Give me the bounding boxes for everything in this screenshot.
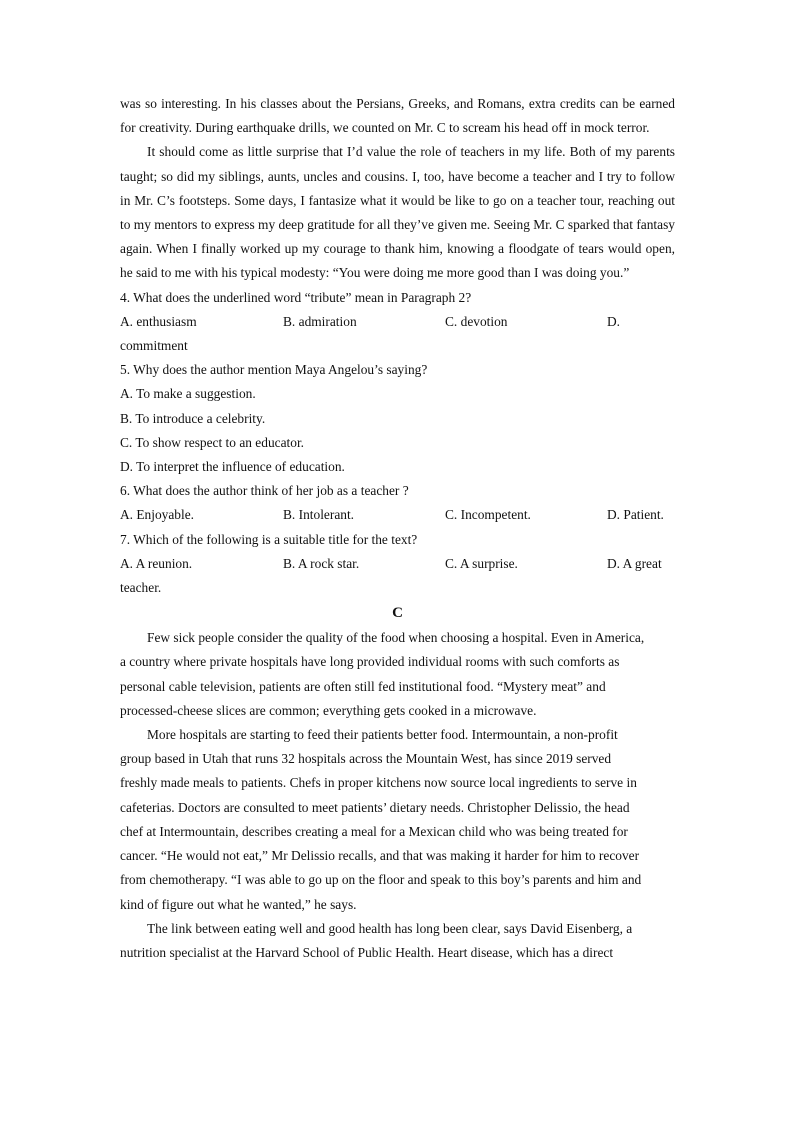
question-7-options xyxy=(120,552,675,576)
question-4-stem: 4. What does the underlined word “tribute” mean in Paragraph 2? xyxy=(120,289,472,305)
passage-line: a country where private hospitals have long provided individual rooms with such comforts as xyxy=(120,654,620,670)
section-c-paragraph-2 xyxy=(120,723,675,917)
passage-line: from chemotherapy. “I was able to go up on the floor and speak to this boy’s parents and him and xyxy=(120,872,642,888)
question-7-stem: 7. Which of the following is a suitable title for the text? xyxy=(120,531,418,547)
question-7-option-d[interactable]: D. A great xyxy=(607,555,662,571)
passage-line: Few sick people consider the quality of the food when choosing a hospital. Even in America, xyxy=(147,630,645,646)
question-4-option-a[interactable]: A. enthusiasm xyxy=(120,313,197,329)
question-4-option-d[interactable]: D. xyxy=(607,313,621,329)
question-5-option-b[interactable]: B. To introduce a celebrity. xyxy=(120,410,266,426)
question-4-option-d-wrap[interactable]: commitment xyxy=(120,338,188,354)
passage-line: cafeterias. Doctors are consulted to meet patients’ dietary needs. Christopher Delissio, the head xyxy=(120,799,630,815)
question-6-option-a[interactable]: A. Enjoyable. xyxy=(120,507,195,523)
section-c-paragraph-3 xyxy=(120,917,675,965)
question-5-stem: 5. Why does the author mention Maya Angelou’s saying? xyxy=(120,362,428,378)
question-7-option-a[interactable]: A. A reunion. xyxy=(120,555,193,571)
question-7-option-b[interactable]: B. A rock star. xyxy=(283,555,360,571)
passage-line: personal cable television, patients are often still fed institutional food. “Mystery meat” and xyxy=(120,678,606,694)
question-4-options xyxy=(120,310,675,334)
passage-line: More hospitals are starting to feed their patients better food. Intermountain, a non-profit xyxy=(147,727,618,743)
passage-line: processed-cheese slices are common; everything gets cooked in a microwave. xyxy=(120,702,537,718)
question-6-stem: 6. What does the author think of her job as a teacher ? xyxy=(120,483,409,499)
passage-line: cancer. “He would not eat,” Mr Delissio recalls, and that was making it harder for him to recover xyxy=(120,848,640,864)
question-4-option-c[interactable]: C. devotion xyxy=(445,313,508,329)
passage-line: nutrition specialist at the Harvard School of Public Health. Heart disease, which has a direct xyxy=(120,944,614,960)
passage-b-paragraph: It should come as little surprise that I’d value the role of teachers in my life. Both of my parents taught; so did my siblings, aunts, uncles and cousins. I, too, have become a teacher and I try to follow in Mr. C’s footsteps. Some days, I fantasize what it would be like to go on a teacher tour, reaching out to my mentors to express my deep gratitude for all they’ve given me. Seeing Mr. C sparked that fantasy again. When I finally worked up my courage to thank him, knowing a floodgate of tears would open, he said to me with his typical modesty: “You were doing me more good than I was doing you.” xyxy=(120,144,675,281)
passage-line: The link between eating well and good health has long been clear, says David Eisenberg, a xyxy=(147,920,633,936)
question-6-option-b[interactable]: B. Intolerant. xyxy=(283,507,355,523)
passage-b-paragraph-end: was so interesting. In his classes about the Persians, Greeks, and Romans, extra credits can be earned for creativity. During earthquake drills, we counted on Mr. C to scream his head off in mock terror. xyxy=(120,96,675,136)
passage-line: chef at Intermountain, describes creating a meal for a Mexican child who was being treated for xyxy=(120,823,628,839)
passage-line: freshly made meals to patients. Chefs in proper kitchens now source local ingredients to serve in xyxy=(120,775,637,791)
question-4-option-b[interactable]: B. admiration xyxy=(283,313,357,329)
passage-line: kind of figure out what he wanted,” he says. xyxy=(120,896,357,912)
page-content xyxy=(120,92,675,965)
question-5-option-c[interactable]: C. To show respect to an educator. xyxy=(120,434,305,450)
question-6-options xyxy=(120,503,675,527)
section-c-title: C xyxy=(392,605,403,622)
question-5-option-d[interactable]: D. To interpret the influence of education. xyxy=(120,459,345,475)
question-7-option-c[interactable]: C. A surprise. xyxy=(445,555,518,571)
section-c-paragraph-1 xyxy=(120,626,675,723)
question-6-option-c[interactable]: C. Incompetent. xyxy=(445,507,531,523)
passage-line: group based in Utah that runs 32 hospitals across the Mountain West, has since 2019 served xyxy=(120,751,612,767)
question-7-option-d-wrap[interactable]: teacher. xyxy=(120,580,162,596)
question-5-option-a[interactable]: A. To make a suggestion. xyxy=(120,386,256,402)
question-6-option-d[interactable]: D. Patient. xyxy=(607,507,664,523)
